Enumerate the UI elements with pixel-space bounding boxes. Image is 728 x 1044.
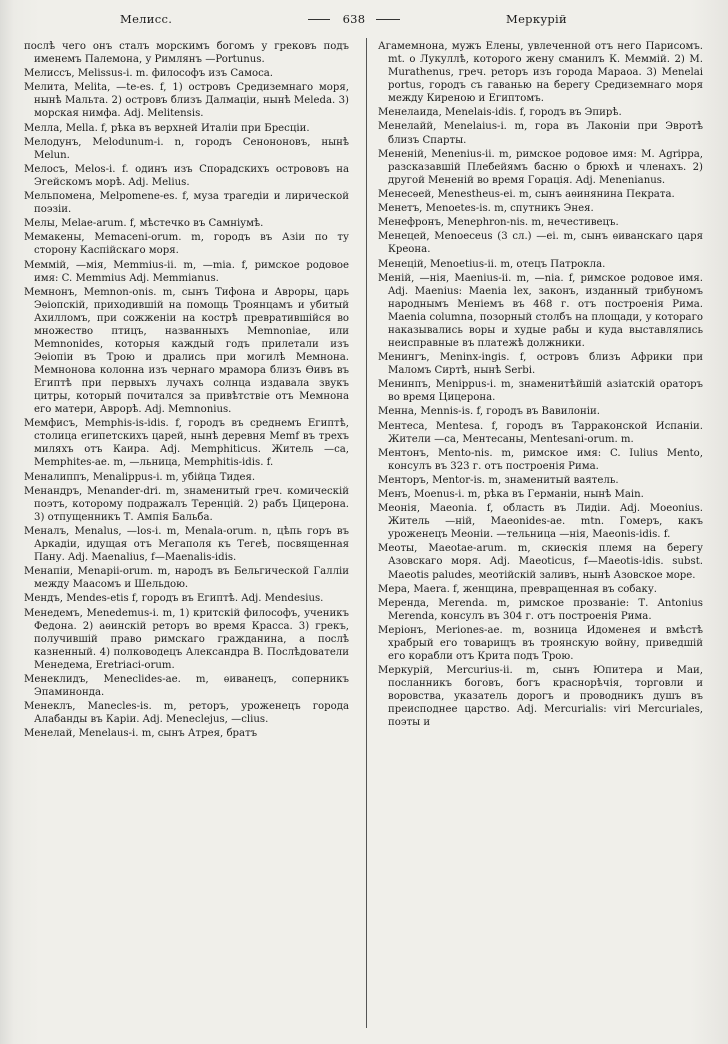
- dictionary-entry: Мемакены, Memaceni-orum. m, городъ въ Азіи по ту сторону Каспійскаго моря.: [24, 232, 349, 257]
- page-number: 638: [342, 12, 366, 26]
- header-left-word: Мелисс.: [120, 12, 173, 26]
- dictionary-entry: Мендъ, Mendes-etis f, городъ въ Египтѣ. Adj. Mendesius.: [24, 593, 324, 605]
- dictionary-entry: Мемнонъ, Memnon-onis. m, сынъ Тифона и Авроры, царь Эѳіопскій, приходившій на помощь Троянцамъ и убитый Ахилломъ, при сожженіи на кострѣ превратившійся во множество птицъ, названныхъ Memnoniae, или Memnonides, которыя каждый годъ прилетали изъ Эѳіопіи въ Трою и дрались при могилѣ Мемнона. Мемнонова колонна изъ чернаго мрамора близъ Ѳивъ въ Египтѣ при первыхъ лучахъ солнца издавала звукъ цитры, который почитался за привѣтствіе отъ Мемнона его матери, Аврорѣ. Adj. Memnonius.: [24, 286, 349, 416]
- page-header: [24, 10, 708, 32]
- dictionary-entry: Мелодунъ, Melodunum-i. n, городъ Сенононовъ, нынѣ Melun.: [24, 136, 349, 161]
- dictionary-entry: Мера, Maera. f, женщина, превращенная въ собаку.: [378, 583, 658, 595]
- dictionary-entry: Мелы, Melae-arum. f, мѣстечко въ Самніумѣ.: [24, 218, 264, 230]
- dictionary-entry: Меркурій, Mercurius-ii. m, сынъ Юпитера и Маи, посланникъ боговъ, богъ краснорѣчія, торговли и воровства, указатель дорогъ и проводникъ душъ въ преисподнее царство. Adj. Mercurialis: viri Mercuriales, поэты и: [378, 665, 703, 729]
- header-right-word: Меркурій: [506, 12, 568, 26]
- dictionary-entry: Менторъ, Mentor-is. m, знаменитый ваятель.: [378, 474, 619, 486]
- dictionary-entry: Менеклидъ, Meneclides-ae. m, ѳиванецъ, соперникъ Эпаминонда.: [24, 673, 349, 698]
- dictionary-entry: Менна, Mennis-is. f, городъ въ Вавилоніи.: [378, 406, 600, 418]
- dictionary-entry: Мельпомена, Melpomene-es. f, муза трагедіи и лирической поэзіи.: [24, 191, 349, 216]
- dictionary-entry: Менелай, Menelaus-i. m, сынъ Атрея, братъ: [24, 728, 258, 740]
- dictionary-entry: Мелита, Melita, —te-es. f, 1) островъ Средиземнаго моря, нынѣ Мальта. 2) островъ близъ Далмаціи, нынѣ Meleda. 3) морская нимфа. Adj. Melitensis.: [24, 82, 349, 120]
- dictionary-entry: Менеклъ, Manecles-is. m, реторъ, уроженецъ города Алабанды въ Каріи. Adj. Meneclejus, —clius.: [24, 701, 349, 726]
- header-rule-right: [376, 19, 400, 20]
- dictionary-entry: Мемфисъ, Memphis-is-idis. f, городъ въ среднемъ Египтѣ, столица египетскихъ царей, нынѣ деревня Memf въ трехъ миляхъ отъ Каира. Adj. Memphiticus. Житель —са, Memphites-ae. m, —льница, Memphitis-idis. f.: [24, 418, 349, 469]
- dictionary-entry: Менефронъ, Menephron-nis. m, нечестивецъ.: [378, 217, 619, 229]
- right-column: [378, 40, 703, 731]
- dictionary-entry: Менесѳей, Menestheus-ei. m, сынъ аѳинянина Пекрата.: [378, 188, 675, 200]
- dictionary-entry: Менъ, Moenus-i. m, рѣка въ Германіи, нынѣ Main.: [378, 489, 644, 501]
- column-divider: [366, 38, 367, 1028]
- dictionary-entry: Меммій, —мія, Memmius-ii. m, —mia. f, римское родовое имя: C. Memmius Adj. Memmianus.: [24, 259, 349, 284]
- dictionary-entry: Мелосъ, Melos-i. f. одинъ изъ Спорадскихъ острововъ на Эгейскомъ морѣ. Adj. Melius.: [24, 163, 349, 188]
- dictionary-entry: Мелла, Mella. f, рѣка въ верхней Италіи при Бресціи.: [24, 122, 310, 134]
- dictionary-entry: Ментонъ, Mento-nis. m, римское имя: C. Iulius Mento, консулъ въ 323 г. отъ построенія Рима.: [378, 447, 703, 472]
- dictionary-entry: Меналъ, Menalus, —los-i. m, Menala-orum. n, цѣпь горъ въ Аркадіи, идущая отъ Мегаполя къ Тегеѣ, посвященная Пану. Adj. Maenalius, f—Maenalis-idis.: [24, 526, 349, 564]
- dictionary-entry: Менандръ, Menander-dri. m, знаменитый греч. комическій поэтъ, которому подражалъ Теренцій. 2) рабъ Цицерона. 3) отпущенникъ Т. Ампія Бальба.: [24, 485, 349, 523]
- dictionary-entry: Меній, —нія, Maenius-ii. m, —nia. f, римское родовое имя. Adj. Maenius: Maenia lex, законъ, изданный трибуномъ народнымъ Меніемъ въ 468 г. отъ построенія Рима. Maenia columna, позорный столбъ на площади, у котораго наказывались воры и худые рабы и куда выставлялись неисправные въ платежѣ должники.: [378, 272, 703, 349]
- dictionary-entry: Меонія, Maeonia. f, область въ Лидіи. Adj. Moeonius. Житель —ній, Maeonides-ae. mtn. Гомеръ, какъ уроженецъ Меоніи. —тельница —нія, Maeonis-idis. f.: [378, 503, 703, 541]
- dictionary-entry: послѣ чего онъ сталъ морскимъ богомъ у грековъ подъ именемъ Палемона, у Римлянъ —Portunus.: [24, 41, 349, 66]
- dictionary-entry: Мененій, Menenius-ii. m, римское родовое имя: М. Agrippa, разсказавшій Плебейямъ басню о брюхѣ и членахъ. 2) другой Мененій во время Горація. Adj. Menenianus.: [378, 148, 703, 186]
- dictionary-entry: Менелайй, Menelaius-i. m, гора въ Лаконіи при Эвротѣ близъ Спарты.: [378, 121, 703, 146]
- dictionary-entry: Меренда, Merenda. m, римское прозваніе: Т. Antonius Merenda, консулъ въ 304 г. отъ построенія Рима.: [378, 597, 703, 622]
- dictionary-entry: Меналиппъ, Menalippus-i. m, убійца Тидея.: [24, 471, 256, 483]
- dictionary-entry: Менетъ, Menoetes-is. m, спутникъ Энея.: [378, 203, 594, 215]
- dictionary-entry: Менинпъ, Menippus-i. m, знаменитѣйшій азіатскій ораторъ во время Цицерона.: [378, 379, 703, 404]
- dictionary-entry: Ментеса, Mentesa. f, городъ въ Тарраконской Испаніи. Жители —са, Ментесаны, Mentesani-orum. m.: [378, 420, 703, 445]
- left-column: [24, 40, 349, 741]
- dictionary-entry: Менецей, Menoeceus (3 сл.) —ei. m, сынъ ѳиванскаго царя Креона.: [378, 231, 703, 256]
- dictionary-entry: Менингъ, Meninx-ingis. f, островъ близъ Африки при Маломъ Сиртѣ, нынѣ Serbi.: [378, 352, 703, 377]
- dictionary-entry: Агамемнона, мужъ Елены, увлеченной отъ него Парисомъ. mt. o Лукуллѣ, которого жену сманилъ К. Меммій. 2) М. Murathenus, греч. реторъ изъ города Мараоа. 3) Menelai portus, городъ съ гаванью на берегу Средиземнаго моря между Киреною и Египтомъ.: [378, 41, 703, 105]
- dictionary-entry: Менапіи, Menapii-orum. m, народъ въ Бельгической Галліи между Маасомъ и Шельдою.: [24, 566, 349, 591]
- dictionary-entry: Меоты, Maeotae-arum. m, скиѳскія племя на берегу Азовскаго моря. Adj. Maeoticus, f—Maeotis-idis. subst. Maeotis paludes, меотійскій заливъ, нынѣ Азовское море.: [378, 543, 703, 581]
- dictionary-entry: Меріонъ, Meriones-ae. m, возница Идоменея и вмѣстѣ храбрый его товарищъ въ троянскую войну, приведшій его корабли отъ Крита подъ Трою.: [378, 624, 703, 663]
- dictionary-entry: Менелаида, Menelais-idis. f, городъ въ Эпирѣ.: [378, 107, 622, 119]
- dictionary-entry: Менецій, Menoetius-ii. m, отецъ Патрокла.: [378, 258, 606, 270]
- dictionary-entry: Менедемъ, Menedemus-i. m, 1) критскій философъ, ученикъ Федона. 2) аѳинскій реторъ во время Красса. 3) грекъ, получившій право римскаго гражданина, а послѣ казненный. 4) полководецъ Александра В. Послѣдователи Менедема, Eretriaci-orum.: [24, 607, 349, 671]
- dictionary-entry: Мелиссъ, Melissus-i. m. философъ изъ Самоса.: [24, 68, 274, 80]
